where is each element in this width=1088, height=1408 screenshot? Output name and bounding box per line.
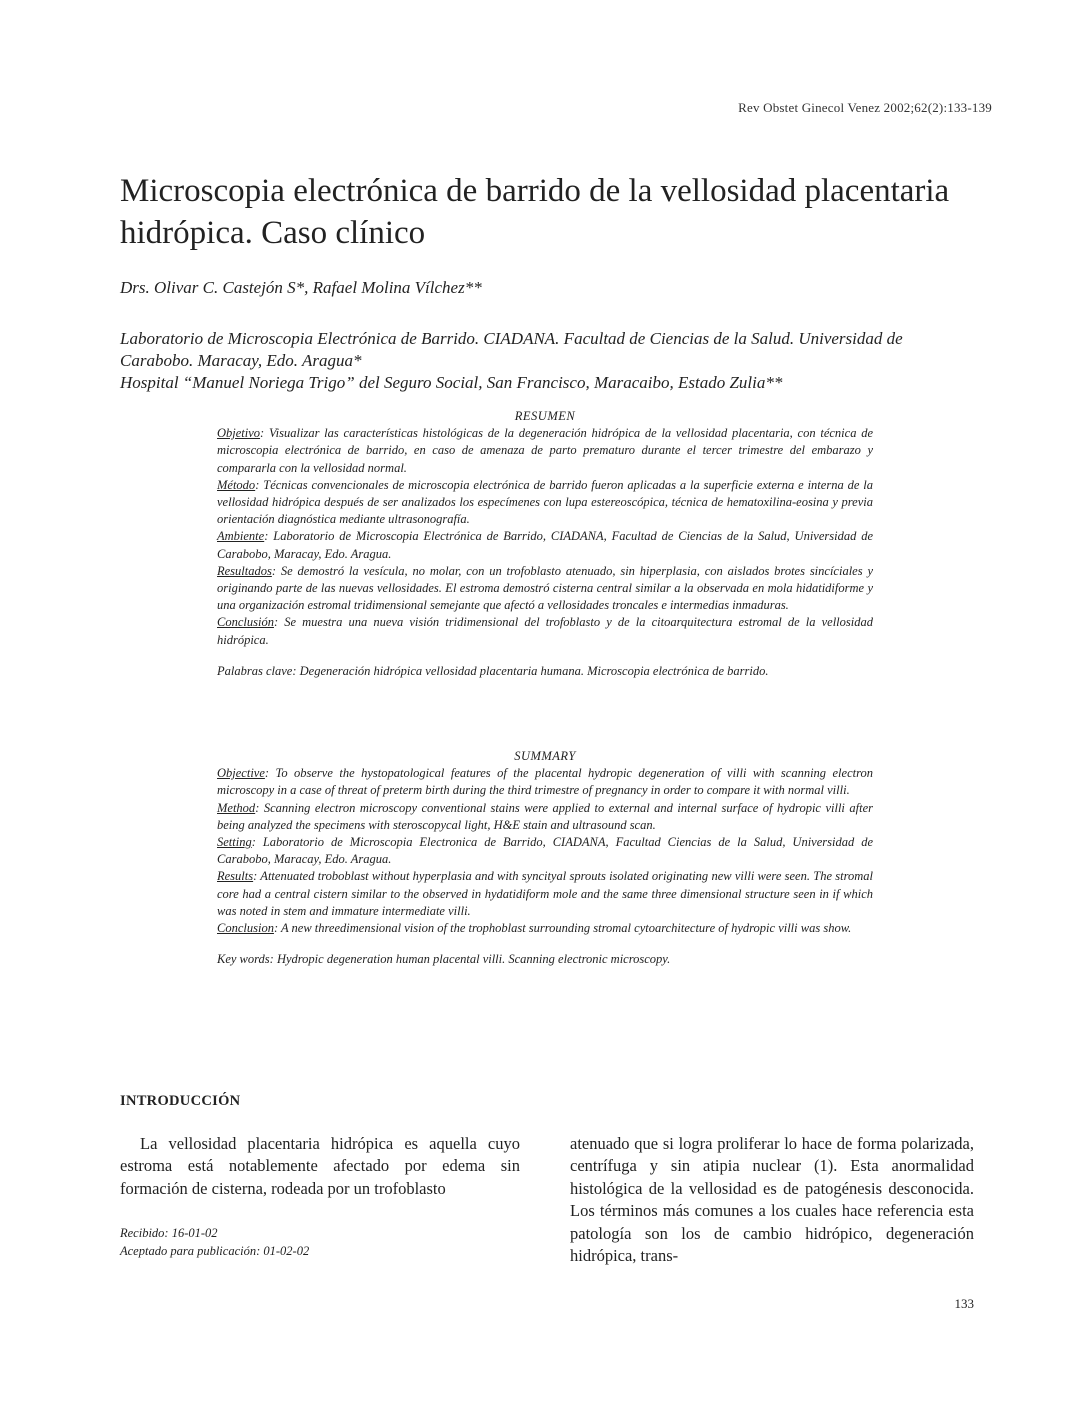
article-dates [120, 1224, 309, 1260]
intro-paragraph-right: atenuado que si logra proliferar lo hace de forma polarizada, centrífuga y sin atipia nuclear (1). Esta anormalidad histológica de la vellosidad es de patogénesis desconocida. Los términos más comunes a los cuales hace referencia esta patología son los de cambio hidrópico, degeneración hidrópica, trans- [570, 1134, 974, 1266]
body-column-right [570, 1133, 974, 1267]
affiliation-1: Laboratorio de Microscopia Electrónica de Barrido. CIADANA. Facultad de Ciencias de la Salud. Universidad de Carabobo. Maracay, Edo. Aragua* [120, 329, 903, 370]
resumen-ambiente [217, 528, 873, 562]
summary-section [217, 748, 873, 968]
summary-heading: SUMMARY [514, 749, 576, 763]
body-column-left [120, 1133, 520, 1200]
method-text: : Scanning electron microscopy conventional stains were applied to external and internal surface of hydropic villi after being analyzed the specimens with steroscopycal light, H&E stain and ultrasound scan. [217, 800, 873, 832]
ambiente-label: Ambiente [217, 529, 265, 544]
objetivo-label: Objetivo [217, 426, 261, 441]
summary-objective [217, 765, 873, 799]
resumen-section [217, 408, 873, 680]
palabras-clave: Palabras clave: Degeneración hidrópica vellosidad placentaria humana. Microscopia electrónica de barrido. [217, 663, 769, 678]
resumen-metodo [217, 477, 873, 529]
conclusion-text: : Se muestra una nueva visión tridimensional del trofoblasto y de la citoarquitectura estromal de la vellosidad hidrópica. [217, 615, 873, 647]
objetivo-text: : Visualizar las características histológicas de la degeneración hidrópica de la vellosidad placentaria, con técnica de microscopia electrónica de barrido, en caso de amenaza de parto prematuro durante el tercer trimestre del embarazo y compararla con la vellosidad normal. [217, 426, 873, 475]
affiliation-2: Hospital “Manuel Noriega Trigo” del Seguro Social, San Francisco, Maracaibo, Estado Zulia** [120, 373, 783, 392]
results-text: : Attenuated troboblast without hyperplasia and with syncityal sprouts isolated originating new villi were seen. The stromal core had a central cistern similar to the observed in hydatidiform mole and the same three dimensional structure seen in if which was noted in stem and immature intermediate villi. [217, 869, 873, 918]
authors: Drs. Olivar C. Castejón S*, Rafael Molina Vílchez** [120, 278, 482, 297]
objective-text: : To observe the hystopatological features of the placental hydropic degeneration of villi with scanning electron microscopy in a case of threat of preterm birth during the third trimestre of pregnancy in order to compare it with normal villi. [217, 766, 873, 798]
resumen-heading: RESUMEN [514, 409, 576, 423]
accepted-date: Aceptado para publicación: 01-02-02 [120, 1244, 310, 1258]
summary-results [217, 868, 873, 920]
setting-label: Setting [217, 835, 252, 850]
resumen-conclusion [217, 614, 873, 648]
ambiente-text: : Laboratorio de Microscopia Electrónica de Barrido, CIADANA, Facultad de Ciencias de la Salud, Universidad de Carabobo, Maracay, Edo. Aragua. [217, 529, 873, 561]
conclusion-en-text: : A new threedimensional vision of the trophoblast surrounding stromal cytoarchitecture of hydropic villi was show. [273, 921, 852, 936]
method-label: Method [217, 800, 256, 815]
resultados-text: : Se demostró la vesícula, no molar, con un trofoblasto atenuado, sin hiperplasia, con aislados brotes sincíciales y originando parte de las nuevas vellosidades. El estroma demostró cisterna central similar a la observada en mola hidatidiforme y una organización estromal tridimensional semejante que afectó a vellosidades troncales e intermedias inmaduras. [217, 563, 873, 613]
page-number: 133 [954, 1296, 974, 1311]
resumen-objetivo [217, 425, 873, 477]
metodo-text: : Técnicas convencionales de microscopia electrónica de barrido fueron aplicadas a la superficie externa e interna de la vellosidad hidrópica después de ser analizados los especímenes con lupa estereoscópica, técnica de hematoxilina-eosina y previa orientación diagnóstica mediante ultrasonografía. [217, 477, 873, 527]
received-date: Recibido: 16-01-02 [120, 1226, 218, 1240]
results-label: Results [217, 869, 254, 884]
title-line-1: Microscopia electrónica de barrido de la vellosidad placentaria [120, 173, 950, 209]
metodo-label: Método [217, 477, 256, 492]
conclusion-label: Conclusión [217, 615, 274, 630]
setting-text: : Laboratorio de Microscopia Electronica de Barrido, CIADANA, Facultad Ciencias de la Salud, Universidad de Carabobo, Maracay, Edo. Aragua. [217, 835, 873, 867]
objective-label: Objective [217, 766, 265, 781]
resultados-label: Resultados [217, 563, 272, 578]
title-line-2: hidrópica. Caso clínico [120, 215, 426, 251]
summary-conclusion [217, 920, 873, 937]
key-words: Key words: Hydropic degeneration human placental villi. Scanning electronic microscopy. [217, 952, 671, 967]
affiliations [120, 328, 980, 394]
introduccion-heading: INTRODUCCIÓN [120, 1093, 241, 1109]
resumen-resultados [217, 563, 873, 615]
intro-paragraph-left: La vellosidad placentaria hidrópica es aquella cuyo estroma está notablemente afectado por edema sin formación de cisterna, rodeada por un trofoblasto [120, 1134, 520, 1198]
summary-method [217, 800, 873, 834]
article-title [120, 170, 980, 254]
conclusion-en-label: Conclusion [217, 921, 274, 936]
journal-reference: Rev Obstet Ginecol Venez 2002;62(2):133-139 [738, 100, 992, 115]
summary-setting [217, 834, 873, 868]
